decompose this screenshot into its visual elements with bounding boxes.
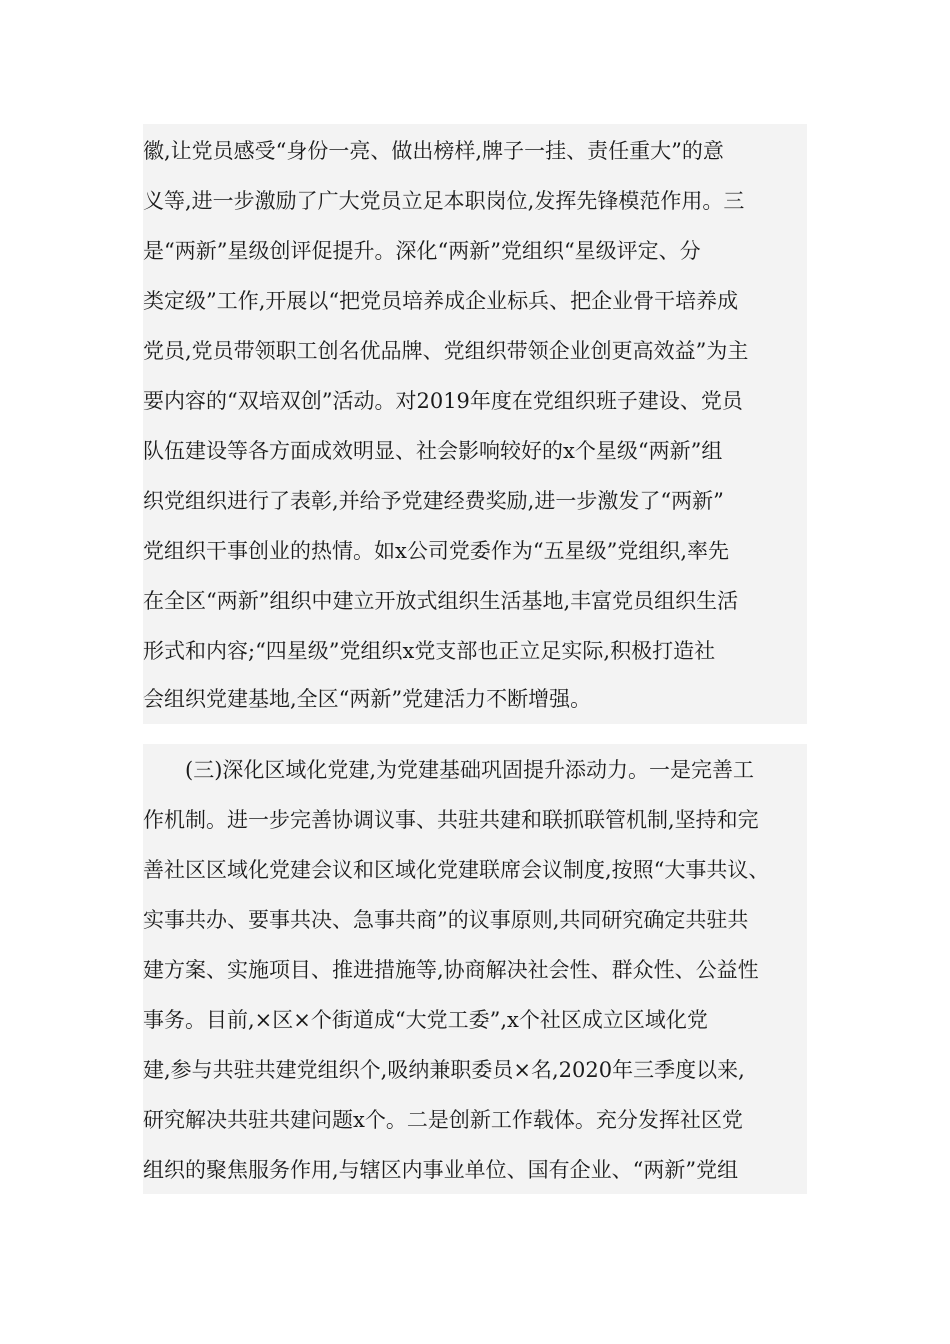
- text-line: 类定级”工作,开展以“把党员培养成企业标兵、把企业骨干培养成: [143, 289, 739, 313]
- text-line: (三)深化区域化党建,为党建基础巩固提升添动力。一是完善工: [185, 758, 755, 782]
- text-line: 善社区区域化党建会议和区域化党建联席会议制度,按照“大事共议、: [143, 858, 770, 882]
- text-line: 组织的聚焦服务作用,与辖区内事业单位、国有企业、“两新”党组: [143, 1158, 739, 1182]
- text-line: 要内容的“双培双创”活动。对2019年度在党组织班子建设、党员: [143, 389, 743, 413]
- text-line: 建,参与共驻共建党组织个,吸纳兼职委员×名,2020年三季度以来,: [143, 1058, 745, 1082]
- text-line: 实事共办、要事共决、急事共商”的议事原则,共同研究确定共驻共: [143, 908, 749, 932]
- text-line: 形式和内容;“四星级”党组织x党支部也正立足实际,积极打造社: [143, 639, 716, 663]
- text-line: 事务。目前,×区×个街道成“大党工委”,x个社区成立区域化党: [143, 1008, 708, 1032]
- text-line: 研究解决共驻共建问题x个。二是创新工作载体。充分发挥社区党: [143, 1108, 743, 1132]
- text-line: 党员,党员带领职工创名优品牌、党组织带领企业创更高效益”为主: [143, 339, 749, 363]
- text-line: 义等,进一步激励了广大党员立足本职岗位,发挥先锋模范作用。三: [143, 189, 745, 213]
- text-line: 徽,让党员感受“身份一亮、做出榜样,牌子一挂、责任重大”的意: [143, 139, 724, 163]
- paragraph-1: [143, 124, 807, 724]
- paragraph-2: [143, 744, 807, 1194]
- text-line: 在全区“两新”组织中建立开放式组织生活基地,丰富党员组织生活: [143, 589, 739, 613]
- text-line: 队伍建设等各方面成效明显、社会影响较好的x个星级“两新”组: [143, 439, 723, 463]
- text-line: 建方案、实施项目、推进措施等,协商解决社会性、群众性、公益性: [143, 958, 759, 982]
- text-line: 织党组织进行了表彰,并给予党建经费奖励,进一步激发了“两新”: [143, 489, 724, 513]
- text-line: 会组织党建基地,全区“两新”党建活力不断增强。: [143, 687, 592, 711]
- text-line: 党组织干事创业的热情。如x公司党委作为“五星级”党组织,率先: [143, 539, 729, 563]
- text-line: 是“两新”星级创评促提升。深化“两新”党组织“星级评定、分: [143, 239, 701, 263]
- text-line: 作机制。进一步完善协调议事、共驻共建和联抓联管机制,坚持和完: [143, 808, 759, 832]
